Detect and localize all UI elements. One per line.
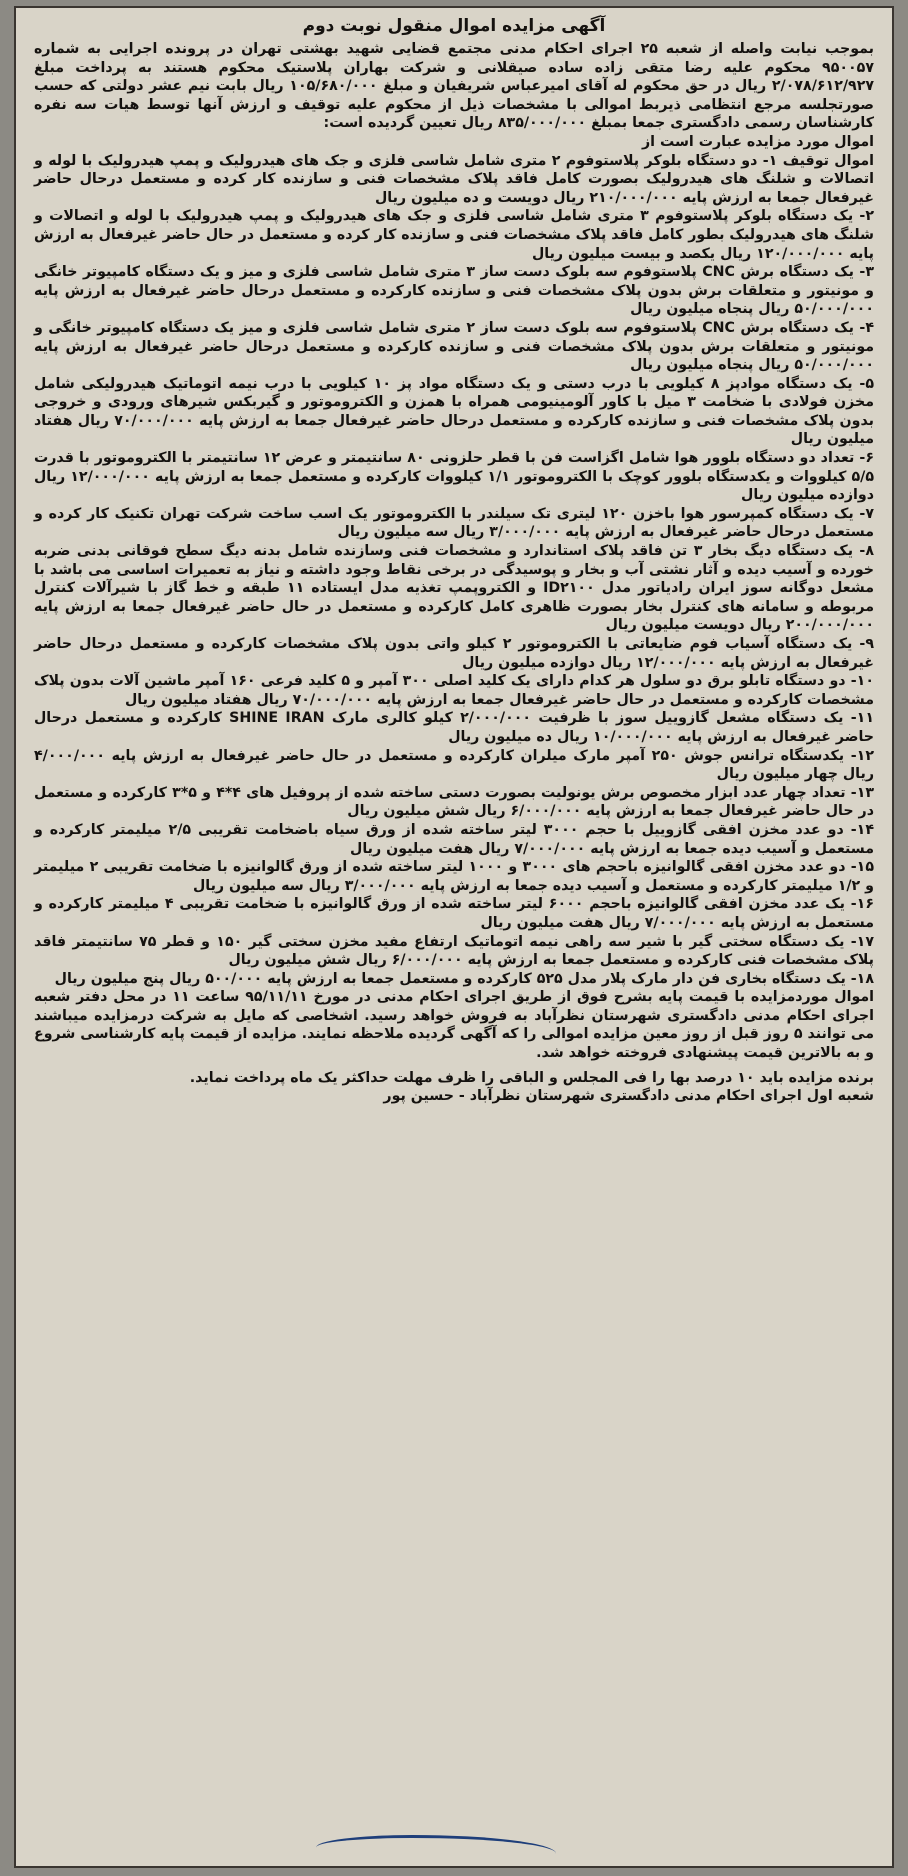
- list-item: ۱۱- یک دستگاه مشعل گازوییل سوز با ظرفیت ۲/۰۰۰/۰۰۰ کیلو کالری مارک SHINE IRAN کارکرده و مستعمل درحال حاضر غیرفعال به ارزش پایه ۱۰/۰۰۰/۰۰۰ ریال ده میلیون ریال: [34, 710, 874, 745]
- newspaper-clipping: [14, 6, 894, 1868]
- list-item: ۱۲- یکدستگاه ترانس جوش ۲۵۰ آمپر مارک میلران کارکرده و مستعمل در حال حاضر غیرفعال به ارزش پایه ۴/۰۰۰/۰۰۰ ریال چهار میلیون ریال: [34, 747, 874, 783]
- notice-footer: [34, 1069, 874, 1106]
- list-item: ۵- یک دستگاه موادپز ۸ کیلویی با درب دستی و یک دستگاه مواد پز ۱۰ کیلویی با درب نیمه اتوماتیک هیدرولیکی شامل مخزن فولادی با ضخامت ۳ میل با کاور آلومینیومی همراه با همزن و الکتروموتور و گیربکس شیرهای ورودی و خروجی بدون پلاک مشخصات فنی و سازنده کارکرده و مستعمل درحال حاضر غیرفعال جمعا به ارزش پایه ۷۰/۰۰۰/۰۰۰ ریال هفتاد میلیون ریال: [34, 375, 875, 448]
- items-list: [34, 152, 874, 989]
- list-item: ۱۷- یک دستگاه سختی گیر با شیر سه راهی نیمه اتوماتیک ارتفاع مفید مخزن سختی گیر ۱۵۰ و قطر ۷۵ سانتیمتر فاقد پلاک مشخصات فنی کارکرده و مستعمل جمعا به ارزش پایه ۶/۰۰۰/۰۰۰ ریال شش میلیون ریال: [34, 933, 874, 969]
- notice-body: [34, 40, 874, 1063]
- list-item: ۳- یک دستگاه برش CNC پلاستوفوم سه بلوک دست ساز ۳ متری شامل شاسی فلزی و میز و یک دستگاه کامپیوتر خانگی و مونیتور و متعلقات برش بدون پلاک مشخصات فنی و سازنده کارکرده و مستعمل درحال حاضر غیرفعال به ارزش پایه ۵۰/۰۰۰/۰۰۰ ریال پنجاه میلیون ریال: [34, 264, 874, 318]
- intro-paragraph: بموجب نیابت واصله از شعبه ۲۵ اجرای احکام مدنی مجتمع قضایی شهید بهشتی تهران در پرونده اجرایی به شماره ۹۵۰۰۵۷ محکوم علیه رضا متقی زاده ساده صیقلانی و شرکت بهاران پلاستیک محکوم هستند به پرداخت مبلغ ۲/۰۷۸/۶۱۲/۹۲۷ ریال در حق محکوم له آقای امیرعباس شریفیان و مبلغ ۱۰۵/۶۸۰/۰۰۰ ریال بابت نیم عشر دولتی که حسب صورتجلسه مرجع انتظامی ذیربط اموالی با مشخصات ذیل از محکوم علیه توقیف و ارزش آنها توسط هیات سه نفره کارشناسان رسمی دادگستری جمعا بمبلغ ۸۳۵/۰۰۰/۰۰۰ ریال تعیین گردیده است:: [34, 41, 875, 132]
- signature-line: شعبه اول اجرای احکام مدنی دادگستری شهرستان نظرآباد - حسین پور: [383, 1088, 874, 1105]
- items-heading: اموال مورد مزایده عبارت است از: [641, 133, 874, 150]
- list-item: ۷- یک دستگاه کمپرسور هوا باخزن ۱۲۰ لیتری تک سیلندر با الکتروموتور یک اسب ساخت شرکت تهران تکنیک کار کرده و مستعمل درحال حاضر غیرفعال به ارزش پایه ۳/۰۰۰/۰۰۰ ریال سه میلیون ریال: [34, 505, 874, 541]
- list-item: ۱۶- یک عدد مخزن افقی گالوانیزه باحجم ۶۰۰۰ لیتر ساخته شده از ورق گالوانیزه با ضخامت تقریبی ۴ میلیمتر کارکرده و مستعمل به ارزش پایه ۷/۰۰۰/۰۰۰ ریال هفت میلیون ریال: [34, 896, 874, 931]
- list-item: ۱۰- دو دستگاه تابلو برق دو سلول هر کدام دارای یک کلید اصلی ۳۰۰ آمپر و ۵ کلید فرعی ۱۶۰ آمپر ماشین آلات بدون پلاک مشخصات کارکرده و مستعمل در حال حاضر غیرفعال جمعا به ارزش پایه ۷۰/۰۰۰/۰۰۰ ریال هفتاد میلیون ریال: [34, 673, 874, 708]
- list-item: ۸- یک دستگاه دیگ بخار ۳ تن فاقد پلاک استاندارد و مشخصات فنی وسازنده شامل بدنه دیگ سطح فوقانی بدنی ضربه خورده و آسیب دیده و آثار نشتی آب و بخار و پوسیدگی در برخی نقاط وجود داشته و نیاز به تعمیرات اساسی می باشد با مشعل دوگانه سوز ایران رادیاتور مدل ID۲۱۰۰ و الکتروپمپ تغذیه مدل ایستاده ۱۱ طبقه و خط گاز با شیرآلات کنترل مربوطه و سامانه های کنترل بخار بصورت ظاهری کامل کارکرده و مستعمل در حال حاضر غیرفعال جمعا به ارزش پایه ۲۰۰/۰۰۰/۰۰۰ ریال دویست میلیون ریال: [34, 543, 874, 634]
- notice-title: آگهی مزایده اموال منقول نوبت دوم: [302, 16, 606, 36]
- list-item: اموال توقیف ۱- دو دستگاه بلوکر پلاستوفوم ۲ متری شامل شاسی فلزی و جک های هیدرولیک و پمپ هیدرولیک با لوله و اتصالات و شلنگ های هیدرولیک بصورت کامل فاقد پلاک مشخصات فنی و سازنده کار کرده و مستعمل درحال حاضر غیرفعال جمعا به ارزش پایه ۲۱۰/۰۰۰/۰۰۰ ریال دویست و ده میلیون ریال: [34, 152, 874, 206]
- list-item: ۱۵- دو عدد مخزن افقی گالوانیزه باحجم های ۳۰۰۰ و ۱۰۰۰ لیتر ساخته شده از ورق گالوانیزه با ضخامت تقریبی ۲ میلیمتر و ۱/۲ میلیمتر کارکرده و مستعمل و آسیب دیده جمعا به ارزش پایه ۳/۰۰۰/۰۰۰ ریال سه میلیون ریال: [34, 859, 874, 894]
- list-item: ۱۸- یک دستگاه بخاری فن دار مارک پلار مدل ۵۲۵ کارکرده و مستعمل جمعا به ارزش پایه ۵۰۰/۰۰۰ ریال پنج میلیون ریال: [54, 970, 874, 987]
- handwritten-mark: [316, 1835, 556, 1866]
- list-item: ۱۳- تعداد چهار عدد ابزار مخصوص برش یونولیت بصورت دستی ساخته شده از پروفیل های ۴*۴ و ۵*۳ کارکرده و مستعمل در حال حاضر غیرفعال جمعا به ارزش پایه ۶/۰۰۰/۰۰۰ ریال شش میلیون ریال: [34, 784, 875, 820]
- closing-paragraph: اموال موردمزایده با قیمت پایه بشرح فوق از طریق اجرای احکام مدنی در مورخ ۹۵/۱۱/۱۱ ساعت ۱۱ در محل دفتر شعبه اجرای احکام مدنی دادگستری شهرستان نظرآباد به فروش خواهد رسید. اشخاصی که مایل به شرکت درمزایده میباشند می توانند ۵ روز قبل از روز معین مزایده اموالی را که آگهی گردیده ملاحظه نمایند. مزایده از قیمت پایه کارشناسی شروع و به بالاترین قیمت پیشنهادی فروخته خواهد شد.: [34, 989, 875, 1062]
- list-item: ۱۴- دو عدد مخزن افقی گازوییل با حجم ۳۰۰۰ لیتر ساخته شده از ورق سیاه باضخامت تقریبی ۲/۵ میلیمتر کارکرده و مستعمل و آسیب دیده جمعا به ارزش پایه ۷/۰۰۰/۰۰۰ ریال هفت میلیون ریال: [34, 821, 874, 857]
- list-item: ۶- تعداد دو دستگاه بلوور هوا شامل اگزاست فن با قطر حلزونی ۸۰ سانتیمتر و عرض ۱۲ سانتیمتر با الکتروموتور با قدرت ۵/۵ کیلووات و یکدستگاه بلوور کوچک با الکتروموتور ۱/۱ کیلووات کارکرده و مستعمل جمعا به ارزش پایه ۱۲/۰۰۰/۰۰۰ ریال دوازده میلیون ریال: [34, 450, 874, 504]
- list-item: ۴- یک دستگاه برش CNC پلاستوفوم سه بلوک دست ساز ۲ متری شامل شاسی فلزی و میز یک دستگاه کامپیوتر خانگی و مونیتور و متعلقات برش بدون پلاک مشخصات فنی و سازنده کارکرده و مستعمل درحال حاضر غیرفعال به ارزش پایه ۵۰/۰۰۰/۰۰۰ ریال پنجاه میلیون ریال: [34, 319, 874, 374]
- list-item: ۹- یک دستگاه آسیاب فوم ضایعاتی با الکتروموتور ۲ کیلو واتی بدون پلاک مشخصات کارکرده و مستعمل درحال حاضر غیرفعال به ارزش پایه ۱۲/۰۰۰/۰۰۰ ریال دوازده میلیون ریال: [34, 636, 874, 671]
- list-item: ۲- یک دستگاه بلوکر پلاستوفوم ۳ متری شامل شاسی فلزی و جک های هیدرولیک و پمپ هیدرولیک با لوله و اتصالات و شلنگ های هیدرولیک بطور کامل فاقد پلاک مشخصات فنی و سازنده کار کرده و مستعمل در حال حاضر غیرفعال به ارزش پایه ۱۲۰/۰۰۰/۰۰۰ ریال یکصد و بیست میلیون ریال: [34, 208, 874, 262]
- payment-terms: برنده مزایده باید ۱۰ درصد بها را فی المجلس و الباقی را ظرف مهلت حداکثر یک ماه پرداخت نماید.: [189, 1069, 874, 1086]
